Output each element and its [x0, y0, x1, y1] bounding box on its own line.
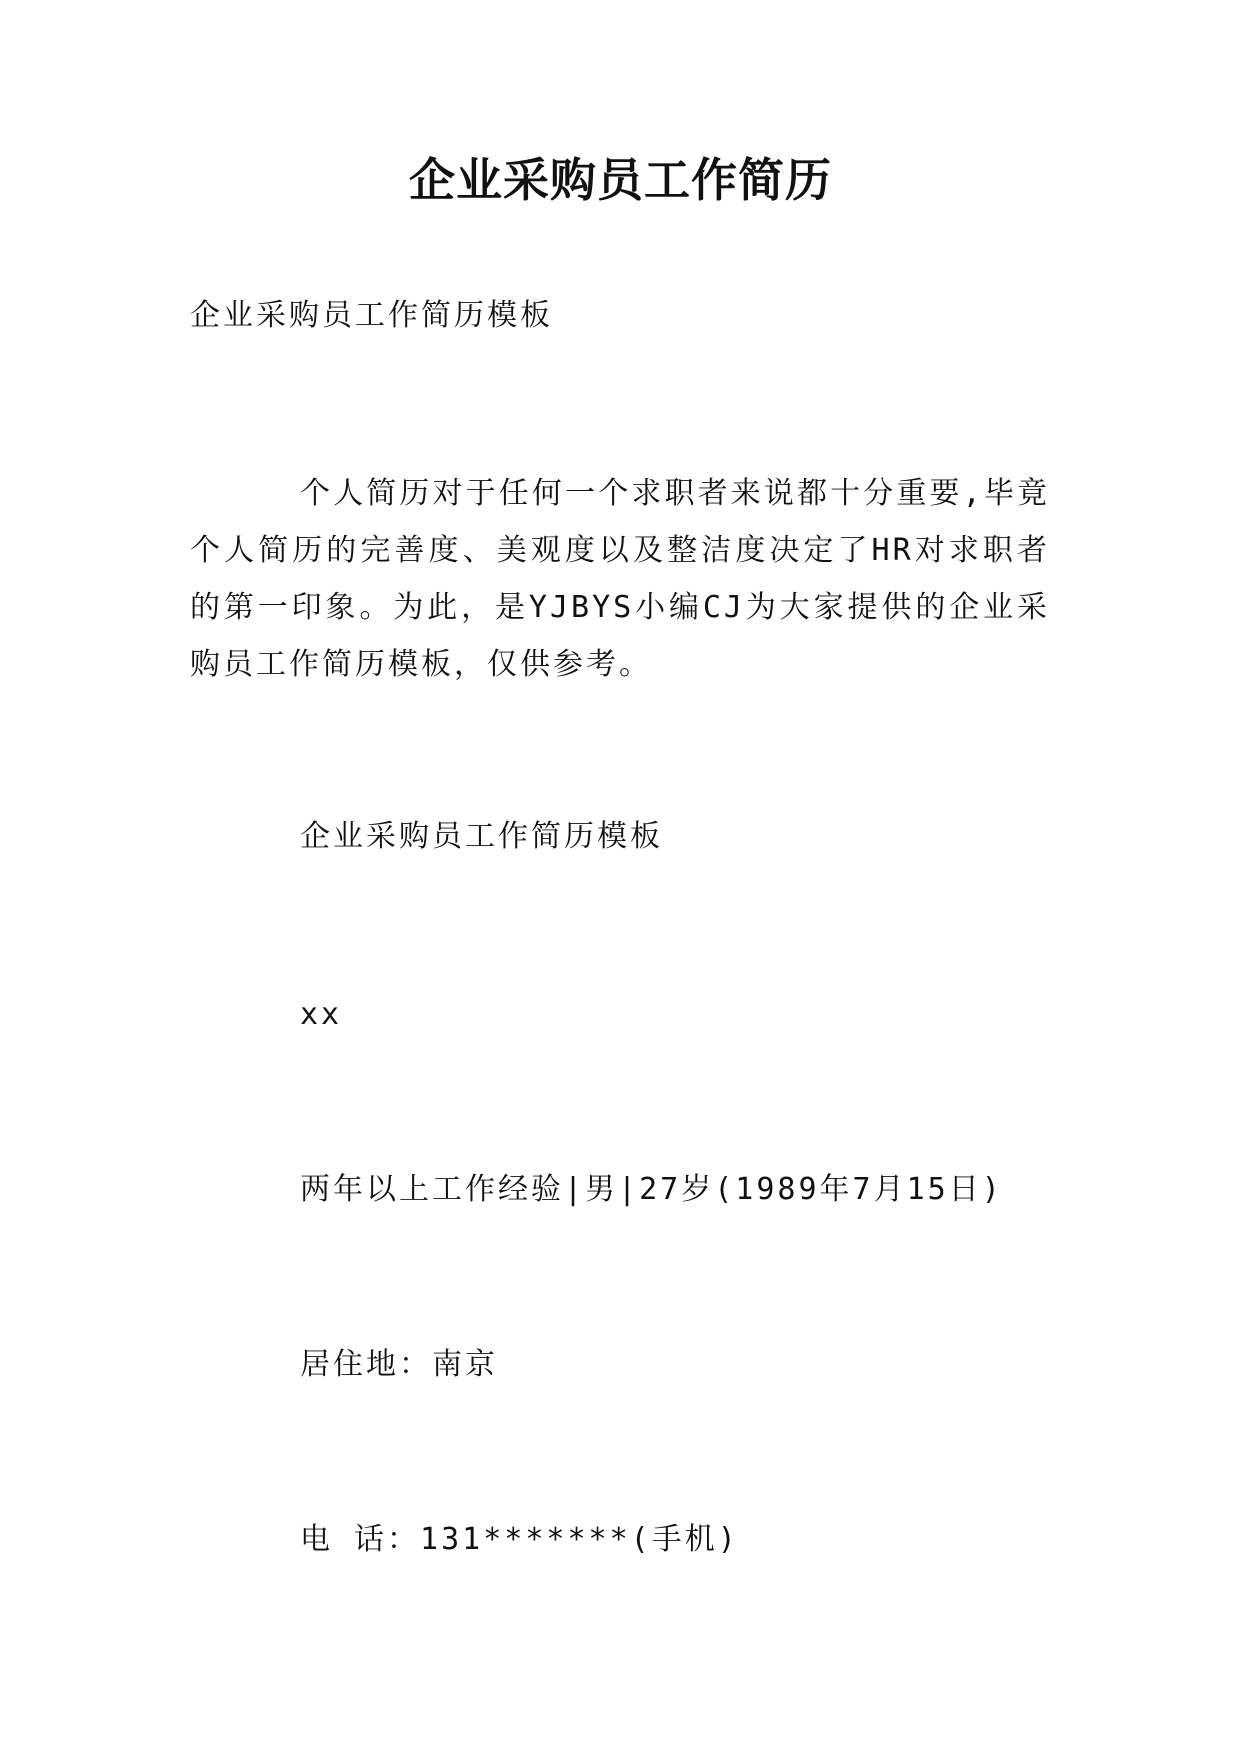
residence-line: 居住地：南京	[300, 1347, 498, 1382]
section-title: 企业采购员工作简历模板	[300, 819, 663, 854]
document-subtitle: 企业采购员工作简历模板	[190, 298, 553, 333]
basic-info-line: 两年以上工作经验|男|27岁(1989年7月15日)	[300, 1172, 1003, 1207]
document-title: 企业采购员工作简历	[409, 153, 832, 207]
phone-line: 电 话：131*******(手机)	[300, 1522, 739, 1557]
intro-paragraph: 个人简历对于任何一个求职者来说都十分重要,毕竟个人简历的完善度、美观度以及整洁度决定了HR对求职者的第一印象。为此，是YJBYS小编CJ为大家提供的企业采购员工作简历模板，仅供参考。	[190, 476, 1050, 682]
applicant-name: xx	[300, 997, 343, 1032]
